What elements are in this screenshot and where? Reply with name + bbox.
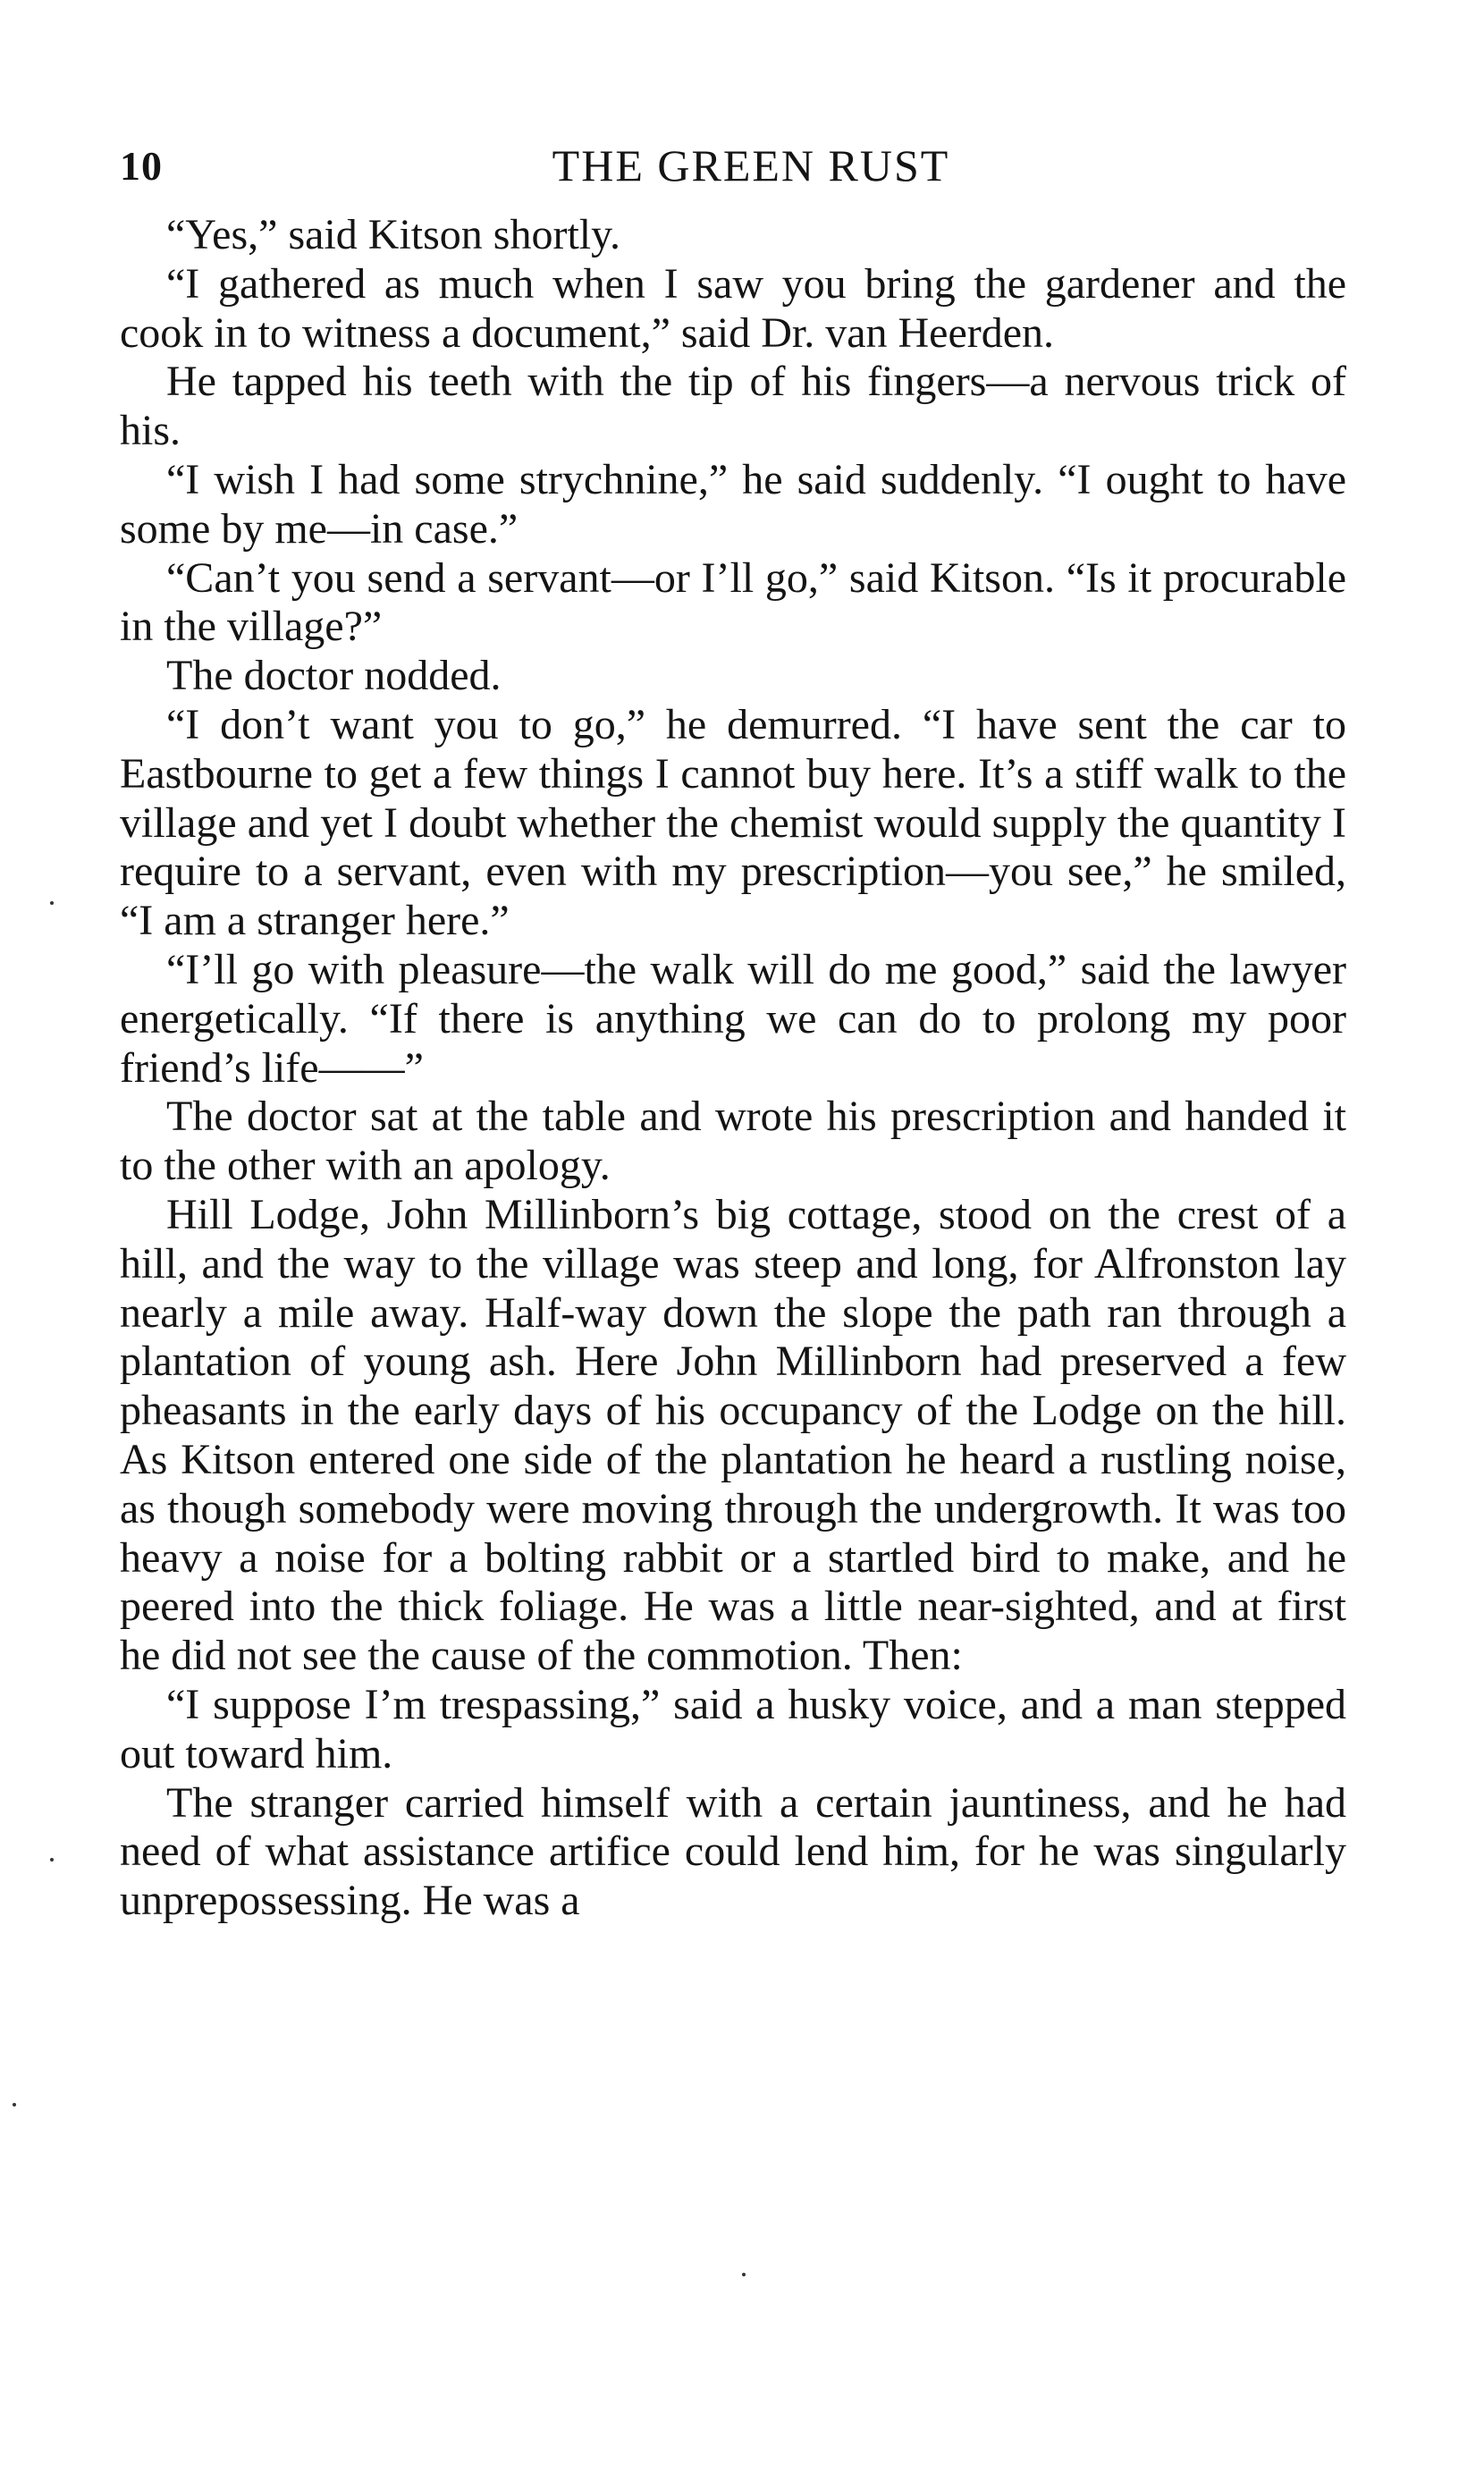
scan-speck <box>742 2273 746 2276</box>
paragraph: “Yes,” said Kitson shortly. <box>166 211 621 258</box>
paragraph: The doctor sat at the table and wrote his prescription and handed it to the other with an apology. <box>120 1093 1346 1190</box>
paragraph: Hill Lodge, John Millinborn’s big cottage, stood on the crest of a hill, and the way to the village was steep and long, for Alfronston lay nearly a mile away. Half-way down the slope the path ran through a plantation of young ash. Here John Millinborn had preserved a few pheasants in the early days of his occupancy of the Lodge on the hill. As Kitson entered one side of the plantation he heard a rustling noise, as though somebody were moving through the undergrowth. It was too heavy a noise for a bolting rabbit or a startled bird to make, and he peered into the thick foliage. He was a little near-sighted, and at first he did not see the cause of the commotion. Then: <box>120 1190 1346 1680</box>
paragraph: The stranger carried himself with a certain jauntiness, and he had need of what assistance artifice could lend him, for he was singularly unprepossessing. He was a <box>120 1778 1346 1925</box>
paragraph: He tapped his teeth with the tip of his fingers—a nervous trick of his. <box>120 358 1346 455</box>
book-title: THE GREEN RUST <box>552 140 950 190</box>
paragraph: “I’ll go with pleasure—the walk will do me good,” said the lawyer energetically. “If there is anything we can do to prolong my poor friend’s life——” <box>120 945 1346 1092</box>
page-number: 10 <box>120 143 163 189</box>
paragraph: “Can’t you send a servant—or I’ll go,” said Kitson. “Is it procurable in the village?” <box>120 553 1346 651</box>
book-page <box>120 0 1346 1926</box>
scan-speck <box>50 901 54 905</box>
scan-speck <box>13 2103 16 2106</box>
body-text <box>120 211 1346 1926</box>
paragraph: “I don’t want you to go,” he demurred. “I have sent the car to Eastbourne to get a few things I cannot buy here. It’s a stiff walk to the village and yet I doubt whether the chemist would supply the quantity I require to a servant, even with my prescription—you see,” he smiled, “I am a stranger here.” <box>120 700 1346 945</box>
scan-speck <box>50 1858 54 1862</box>
paragraph: “I gathered as much when I saw you bring the gardener and the cook in to witness a document,” said Dr. van Heerden. <box>120 259 1346 357</box>
paragraph: “I wish I had some strychnine,” he said suddenly. “I ought to have some by me—in case.” <box>120 455 1346 553</box>
paragraph: “I suppose I’m trespassing,” said a husky voice, and a man stepped out toward him. <box>120 1680 1346 1777</box>
running-head <box>120 134 1346 206</box>
paragraph: The doctor nodded. <box>166 652 502 700</box>
